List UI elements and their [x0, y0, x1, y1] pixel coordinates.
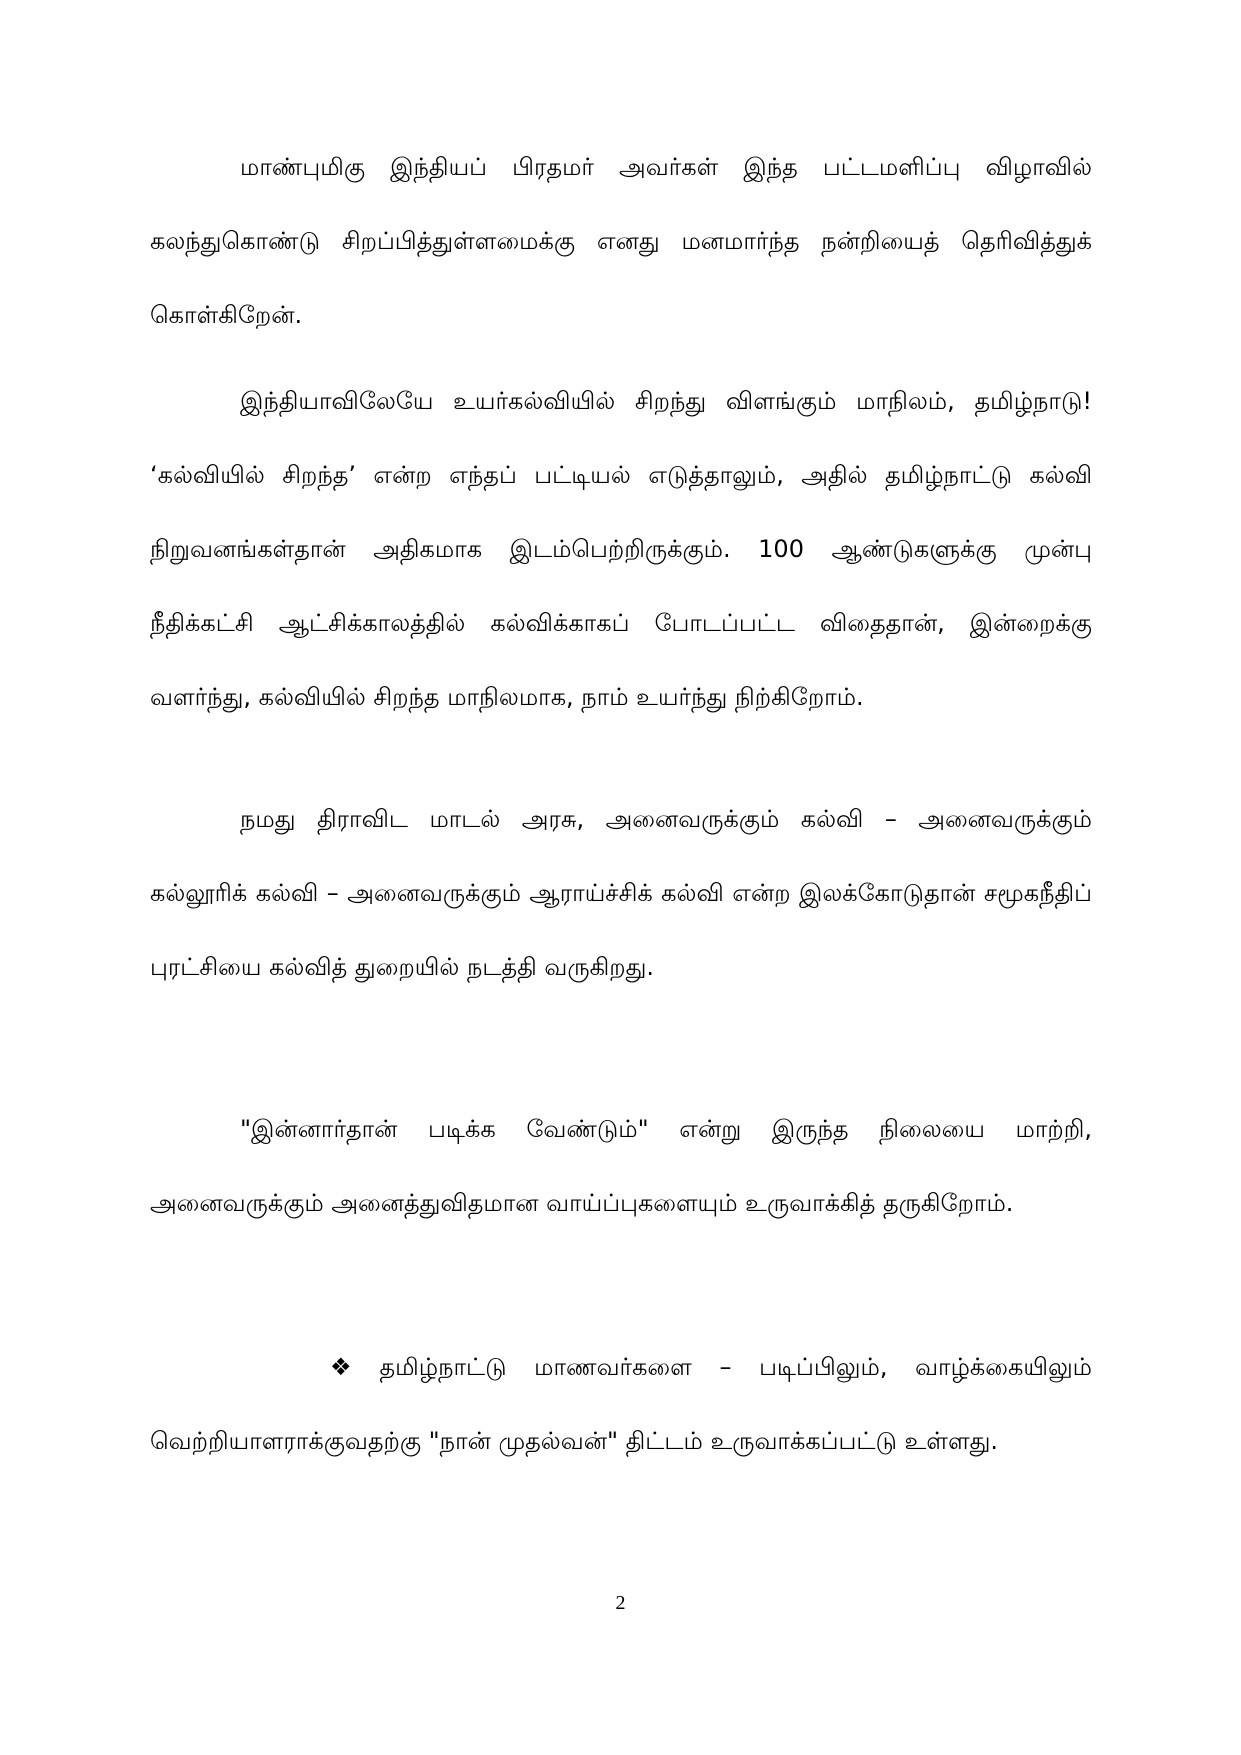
bullet-item-naan-mudhalvan — [150, 1330, 1092, 1478]
page-number: 2 — [615, 1592, 626, 1614]
bullet-diamond-icon: ❖ — [330, 1353, 352, 1381]
paragraph-gratitude: மாண்புமிகு இந்தியப் பிரதமர் அவர்கள் இந்த பட்டமளிப்பு விழாவில் கலந்துகொண்டு சிறப்பித்துள்ளமைக்கு எனது மனமார்ந்த நன்றியைத் தெரிவித்துக் கொள்கிறேன். — [150, 153, 1092, 329]
paragraph-opportunities: "இன்னார்தான் படிக்க வேண்டும்" என்று இருந்த நிலையை மாற்றி, அனைவருக்கும் அனைத்துவிதமான வாய்ப்புகளையும் உருவாக்கித் தருகிறோம். — [150, 1115, 1092, 1217]
paragraph-higher-education: இந்தியாவிலேயே உயர்கல்வியில் சிறந்து விளங்கும் மாநிலம், தமிழ்நாடு! ‘கல்வியில் சிறந்த’ என்ற எந்தப் பட்டியல் எடுத்தாலும், அதில் தமிழ்நாட்டு கல்வி நிறுவனங்கள்தான் அதிகமாக இடம்பெற்றிருக்கும். 100 ஆண்டுகளுக்கு முன்பு நீதிக்கட்சி ஆட்சிக்காலத்தில் கல்விக்காகப் போடப்பட்ட விதைதான், இன்றைக்கு வளர்ந்து, கல்வியில் சிறந்த மாநிலமாக, நாம் உயர்ந்து நிற்கிறோம். — [150, 387, 1092, 711]
paragraph-dravidian-model: நமது திராவிட மாடல் அரசு, அனைவருக்கும் கல்வி – அனைவருக்கும் கல்லூரிக் கல்வி – அனைவருக்கும் ஆராய்ச்சிக் கல்வி என்ற இலக்கோடுதான் சமூகநீதிப் புரட்சியை கல்வித் துறையில் நடத்தி வருகிறது. — [150, 805, 1092, 981]
bullet-text: தமிழ்நாட்டு மாணவர்களை – படிப்பிலும், வாழ்க்கையிலும் வெற்றியாளராக்குவதற்கு "நான் முதல்வன்" திட்டம் உருவாக்கப்பட்டு உள்ளது. — [150, 1353, 1092, 1455]
